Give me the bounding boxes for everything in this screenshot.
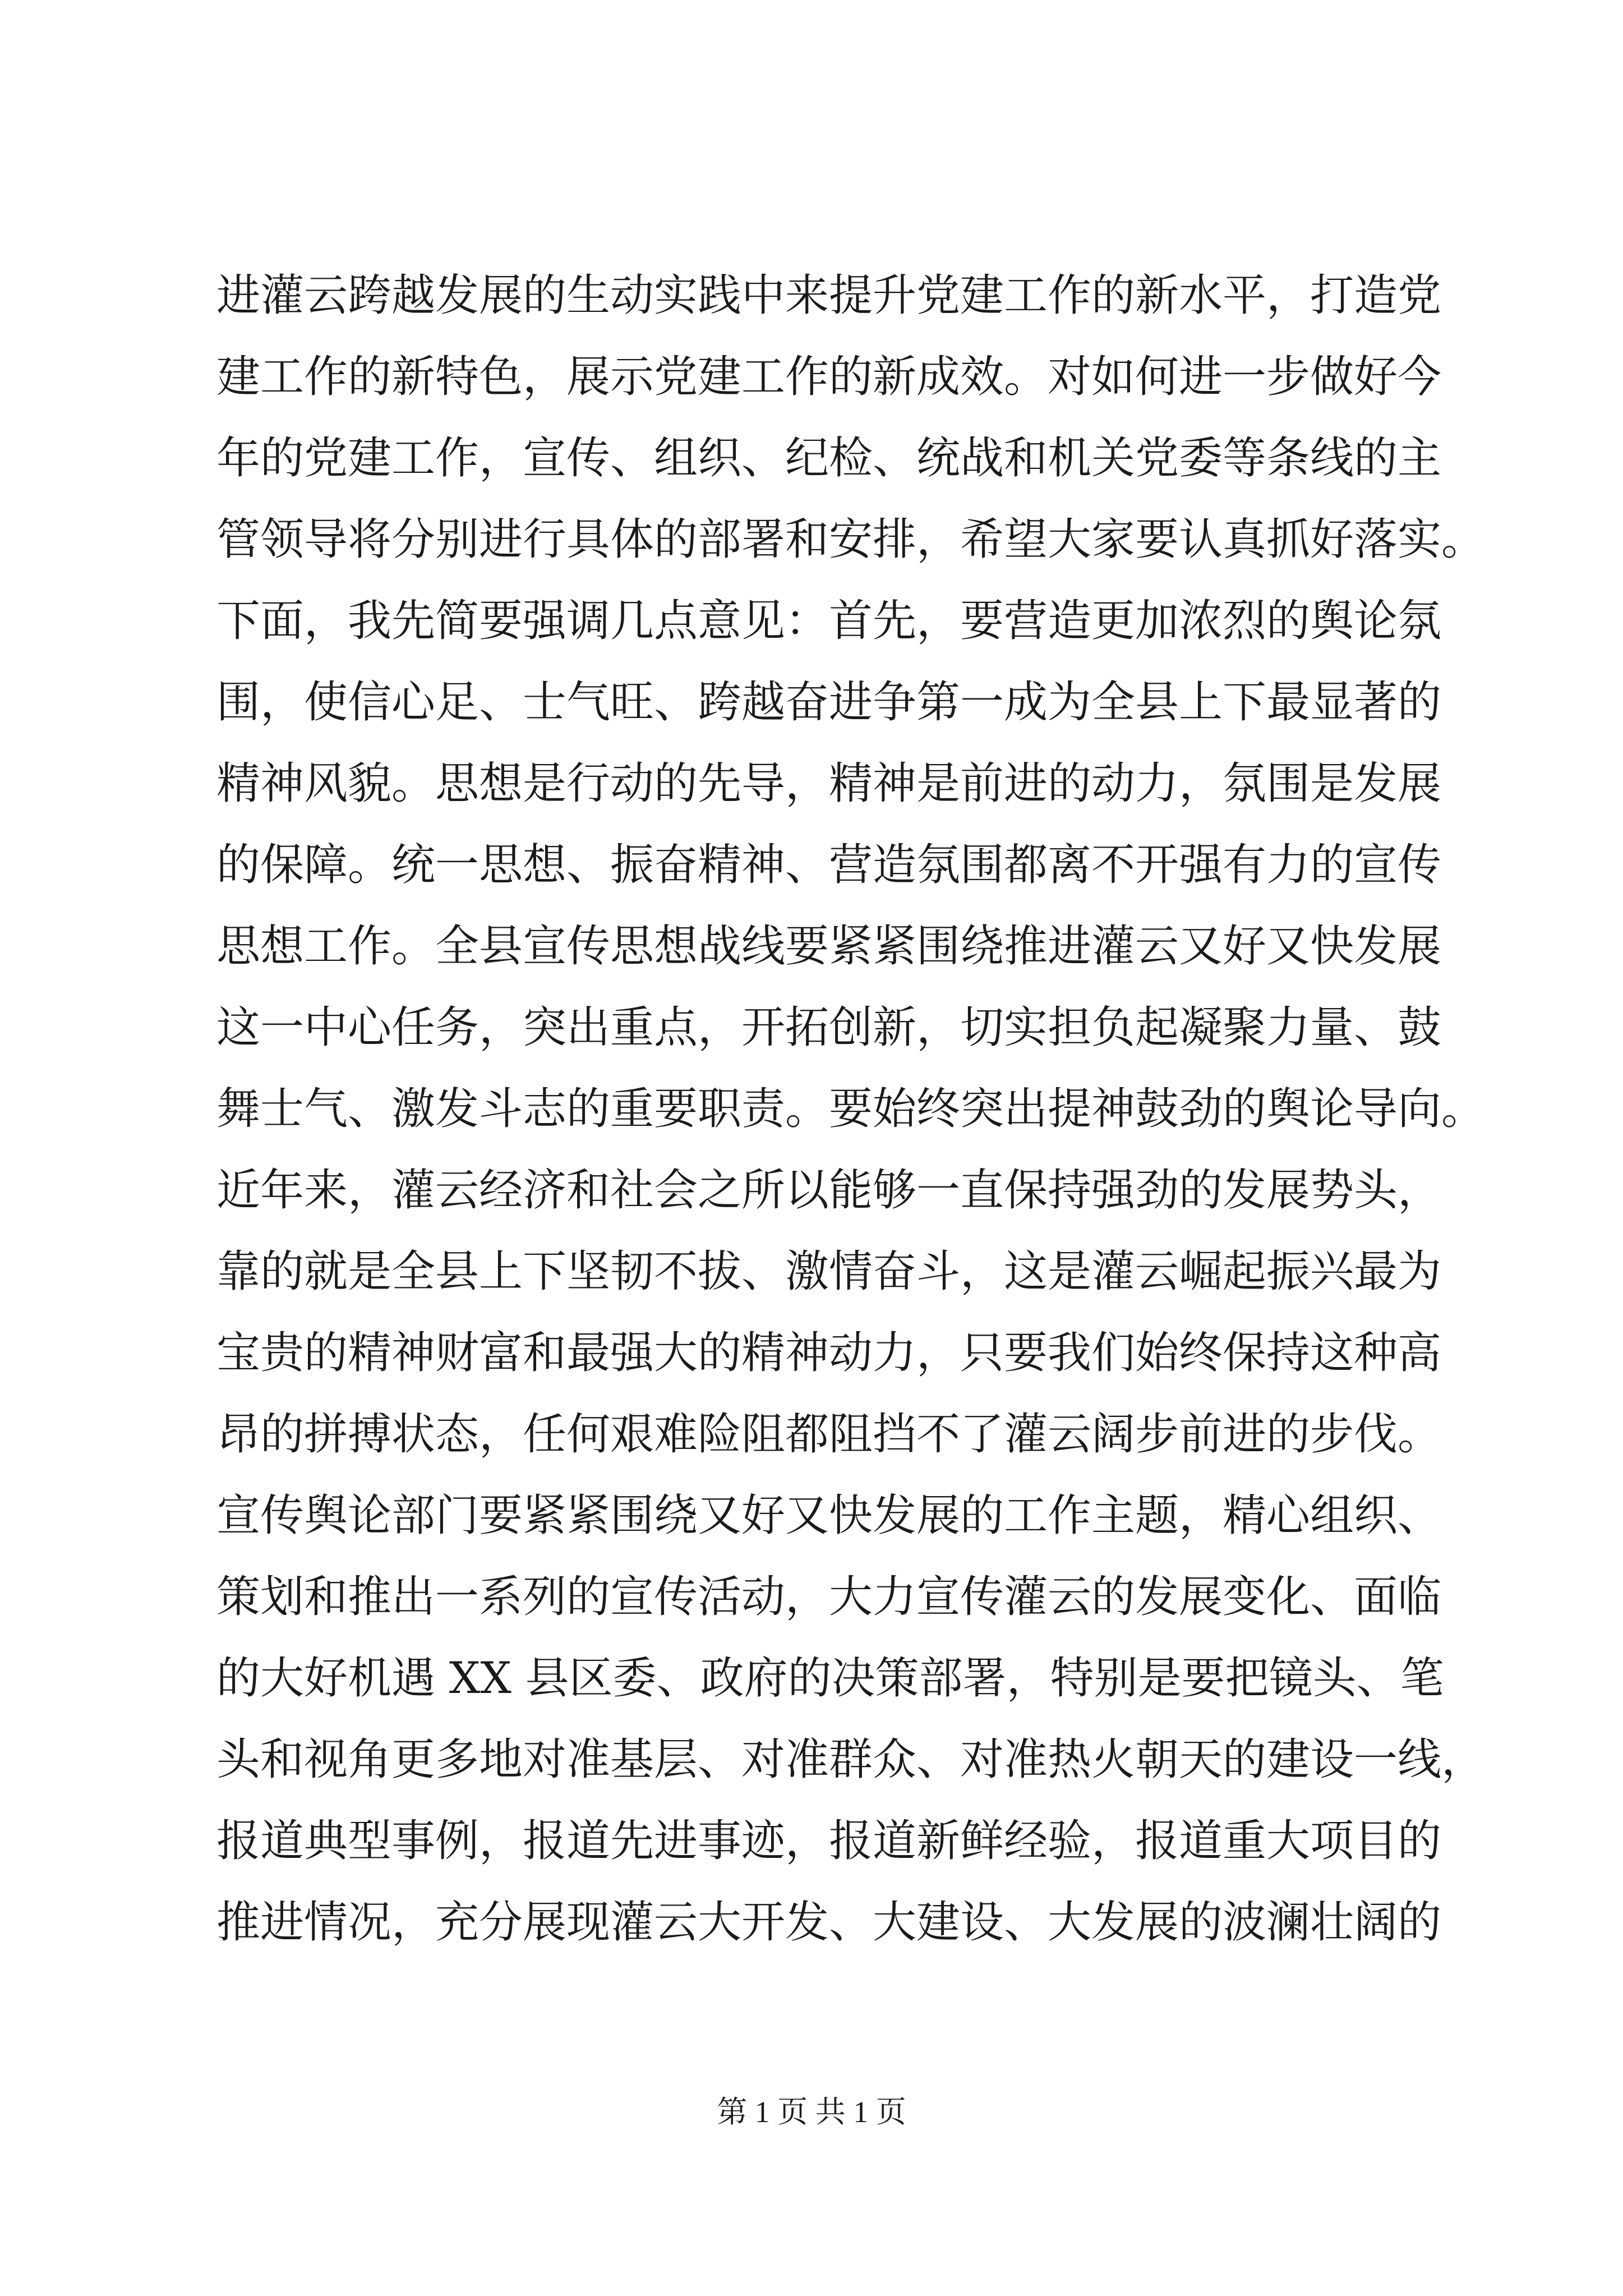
text-line: 昂的拼搏状态，任何艰难险阻都阻挡不了灌云阔步前进的步伐。 [216,1409,1442,1460]
text-line: 宣传舆论部门要紧紧围绕又好又快发展的工作主题，精心组织、 [216,1490,1442,1541]
text-line: 的保障。统一思想、振奋精神、营造氛围都离不开强有力的宣传 [216,840,1442,890]
text-line: 进灌云跨越发展的生动实践中来提升党建工作的新水平，打造党 [216,270,1442,321]
text-line: 管领导将分别进行具体的部署和安排，希望大家要认真抓好落实。 [216,514,1486,565]
text-line: 宝贵的精神财富和最强大的精神动力，只要我们始终保持这种高 [216,1328,1442,1378]
text-line: 年的党建工作，宣传、组织、纪检、统战和机关党委等条线的主 [216,433,1442,484]
text-line: 围，使信心足、士气旺、跨越奋进争第一成为全县上下最显著的 [216,677,1442,728]
text-line: 建工作的新特色，展示党建工作的新成效。对如何进一步做好今 [216,352,1442,402]
text-line: 的大好机遇 XX 县区委、政府的决策部署，特别是要把镜头、笔 [216,1653,1444,1704]
text-line: 下面，我先简要强调几点意见：首先，要营造更加浓烈的舆论氛 [216,596,1442,646]
text-line: 这一中心任务，突出重点，开拓创新，切实担负起凝聚力量、鼓 [216,1002,1442,1053]
page-number-label: 第 1 页 共 1 页 [717,2095,906,2129]
text-line: 精神风貌。思想是行动的先导，精神是前进的动力，氛围是发展 [216,758,1442,809]
text-line: 靠的就是全县上下坚韧不拔、激情奋斗，这是灌云崛起振兴最为 [216,1246,1442,1297]
page-footer [0,2090,1623,2134]
text-line: 近年来，灌云经济和社会之所以能够一直保持强劲的发展势头， [216,1165,1442,1216]
text-line: 报道典型事例，报道先进事迹，报道新鲜经验，报道重大项目的 [216,1816,1442,1866]
text-line: 头和视角更多地对准基层、对准群众、对准热火朝天的建设一线， [216,1734,1486,1785]
text-line: 策划和推出一系列的宣传活动，大力宣传灌云的发展变化、面临 [216,1572,1442,1622]
text-line: 舞士气、激发斗志的重要职责。要始终突出提神鼓劲的舆论导向。 [216,1084,1486,1134]
text-line: 思想工作。全县宣传思想战线要紧紧围绕推进灌云又好又快发展 [216,921,1442,972]
body-text [216,255,1486,1963]
text-line: 推进情况，充分展现灌云大开发、大建设、大发展的波澜壮阔的 [216,1897,1442,1948]
